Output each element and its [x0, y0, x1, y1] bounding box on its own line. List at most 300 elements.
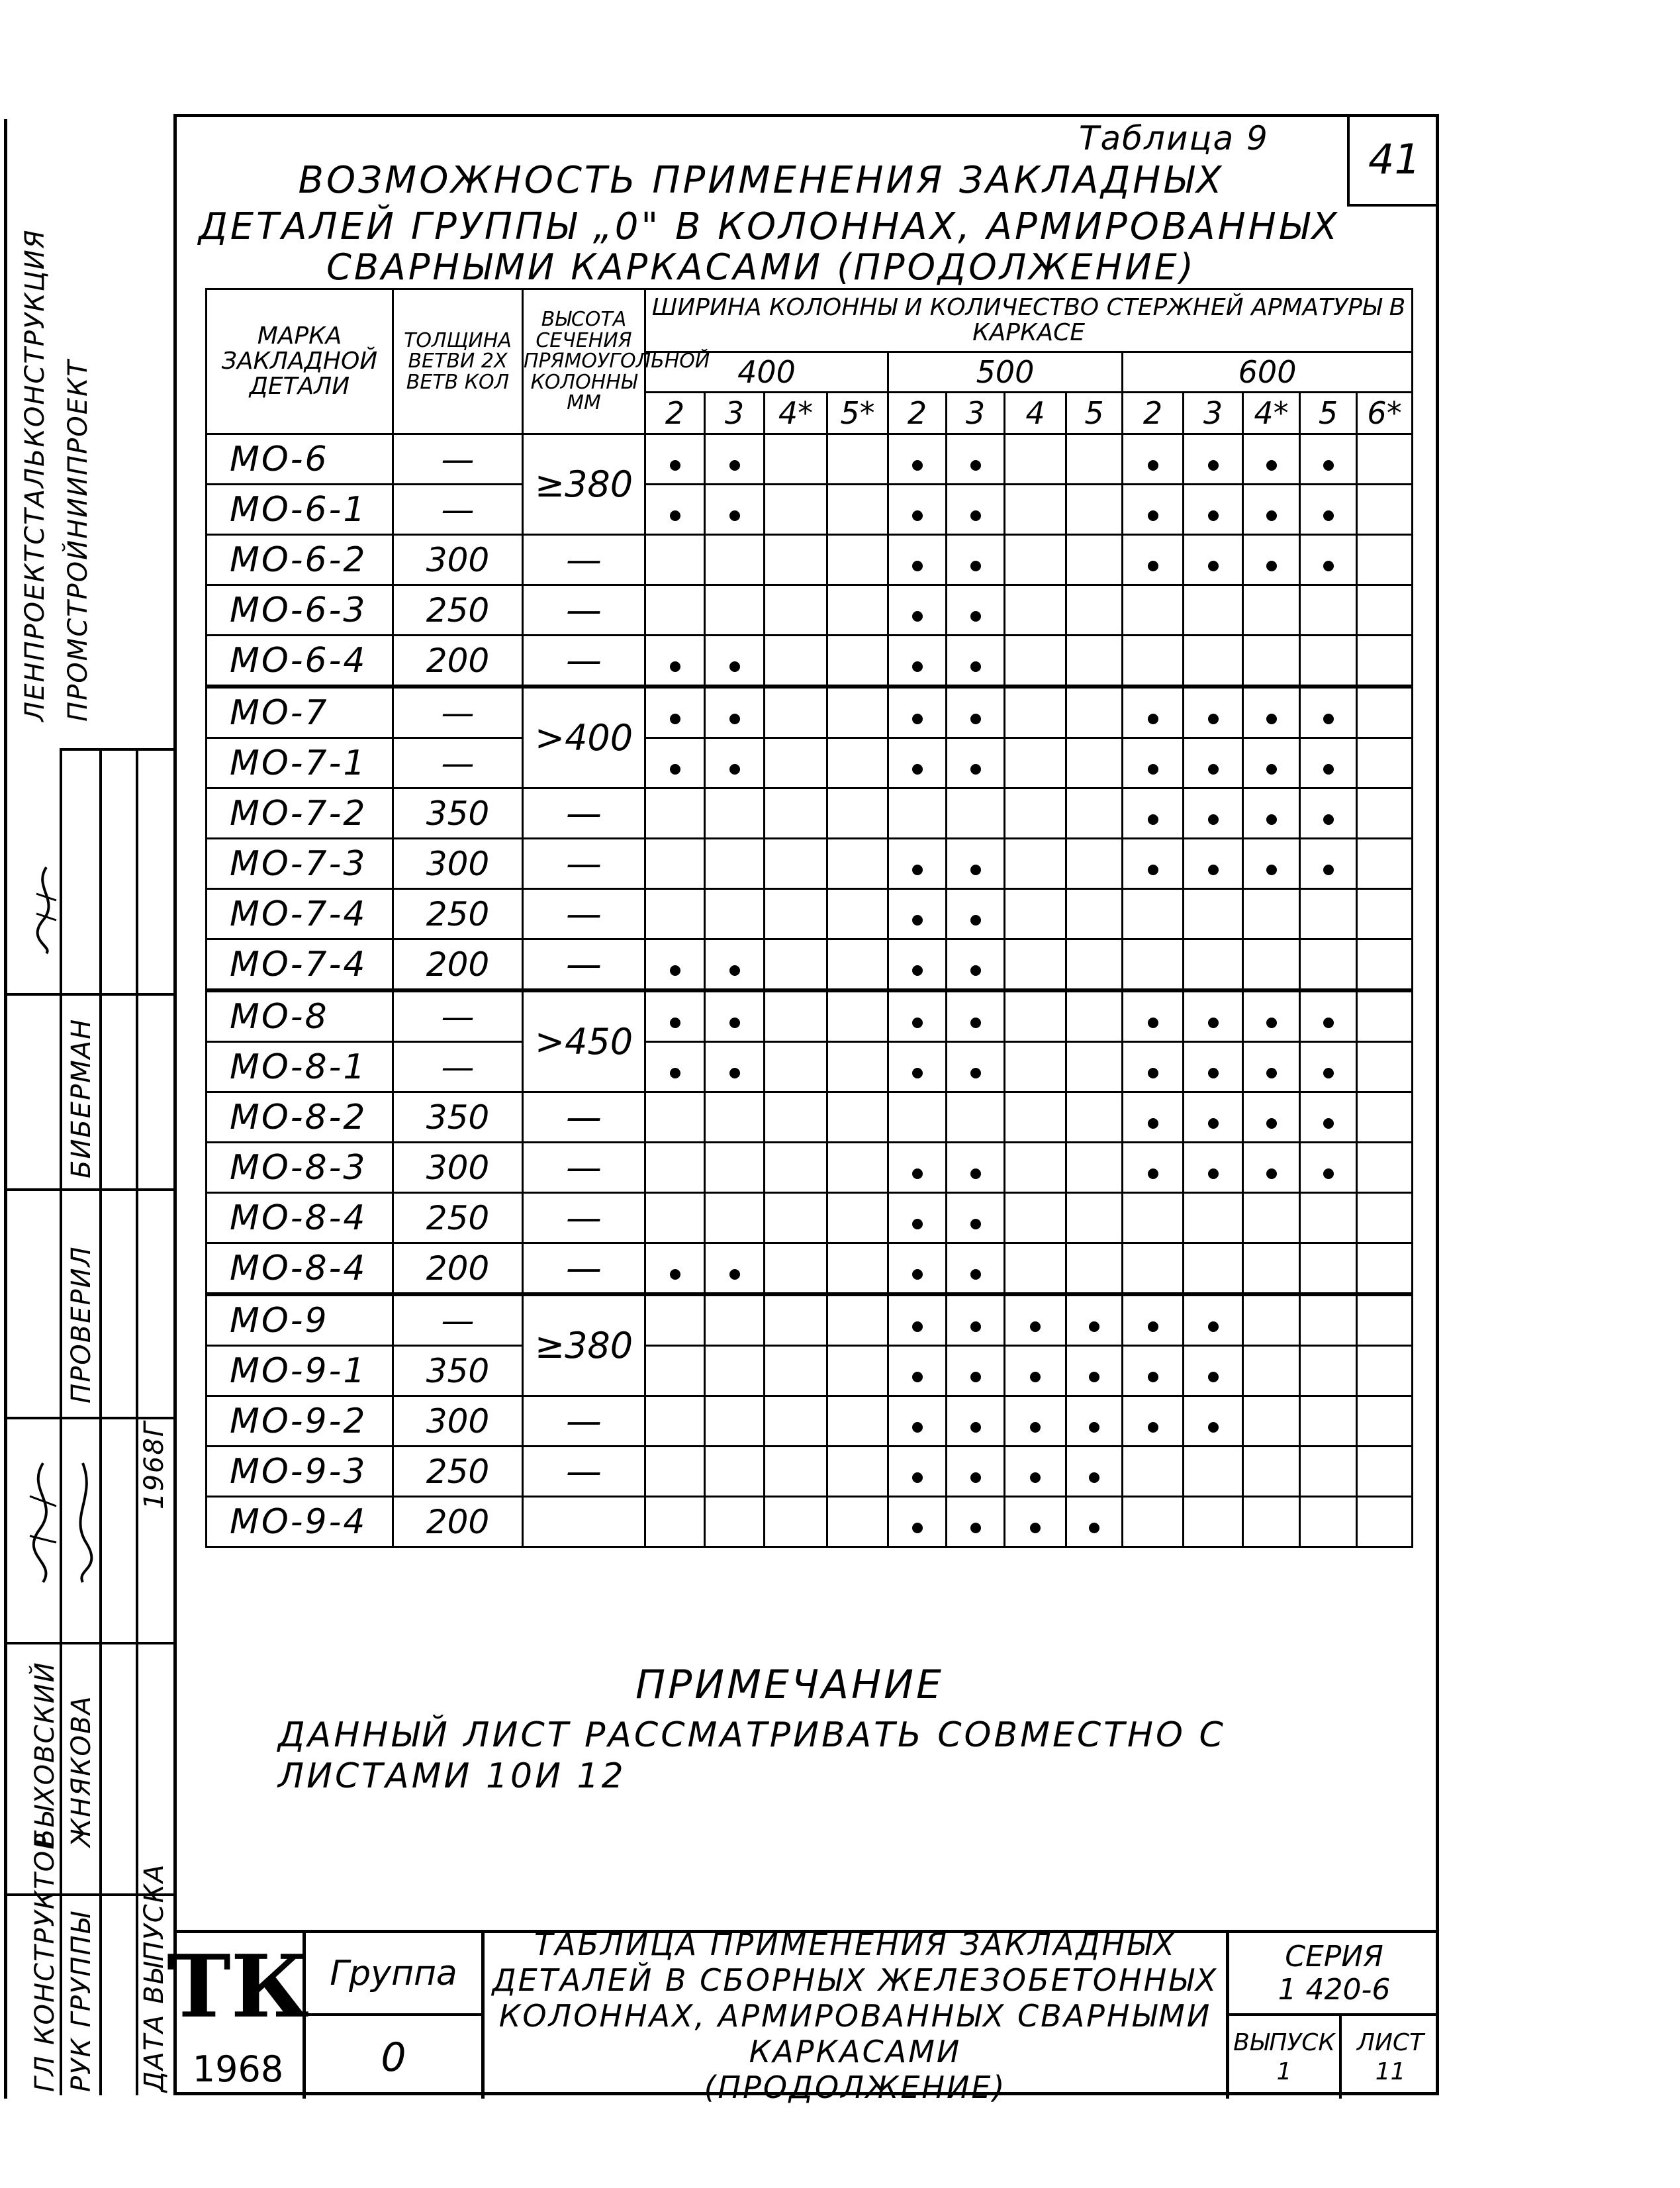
cell-applicability: [1357, 990, 1413, 1042]
cell-applicability: [888, 839, 947, 889]
cell-height: —: [523, 939, 645, 991]
cell-applicability: [705, 788, 765, 839]
cell-applicability: [827, 788, 888, 839]
sheet-cell: [1342, 2016, 1439, 2099]
cell-applicability: [765, 1243, 827, 1295]
cell-applicability: [765, 990, 827, 1042]
cell-applicability: [888, 990, 947, 1042]
table-row: [207, 738, 1413, 788]
cell-applicability: [827, 738, 888, 788]
cell-applicability: [947, 1042, 1005, 1092]
cell-applicability: [1243, 788, 1300, 839]
cell-applicability: [645, 1447, 705, 1497]
cell-applicability: [645, 585, 705, 636]
cell-applicability: [947, 788, 1005, 839]
cell-applicability: [1357, 585, 1413, 636]
cell-height: >450: [523, 990, 645, 1092]
cell-applicability: [645, 939, 705, 991]
applicable-dot: [1323, 814, 1334, 825]
applicable-dot: [1089, 1422, 1099, 1433]
cell-applicability: [765, 1447, 827, 1497]
cell-applicability: [705, 1042, 765, 1092]
applicable-dot: [1030, 1321, 1041, 1332]
cell-applicability: [1357, 1294, 1413, 1346]
cell-applicability: [1300, 535, 1357, 585]
cell-applicability: [1066, 839, 1123, 889]
cell-applicability: [1066, 990, 1123, 1042]
applicable-dot: [670, 714, 680, 724]
applicable-dot: [1323, 865, 1334, 875]
cell-applicability: [827, 687, 888, 738]
cell-applicability: [1243, 585, 1300, 636]
cell-applicability: [888, 1193, 947, 1243]
applicable-dot: [1148, 510, 1158, 521]
cell-applicability: [1066, 738, 1123, 788]
cell-applicability: [1123, 636, 1184, 687]
cell-applicability: [765, 1143, 827, 1193]
cell-mark: МО-9-4: [207, 1497, 393, 1547]
org-name-2: ПРОМСТРОЙНИИПРОЕКТ: [63, 359, 93, 722]
cell-applicability: [827, 1243, 888, 1295]
applicable-dot: [1323, 714, 1334, 724]
cell-applicability: [1300, 1294, 1357, 1346]
applicable-dot: [1323, 1068, 1334, 1078]
applicable-dot: [1323, 1168, 1334, 1179]
applicable-dot: [1208, 1018, 1219, 1028]
applicable-dot: [670, 1269, 680, 1280]
cell-applicability: [1005, 839, 1066, 889]
applicable-dot: [670, 1068, 680, 1078]
applicable-dot: [970, 1269, 981, 1280]
cell-applicability: [1005, 788, 1066, 839]
cell-applicability: [645, 839, 705, 889]
cell-thickness: 250: [393, 585, 523, 636]
cell-thickness: 200: [393, 1497, 523, 1547]
cell-thickness: —: [393, 738, 523, 788]
cell-applicability: [645, 1497, 705, 1547]
header-count: 6*: [1357, 393, 1413, 434]
applicable-dot: [1148, 1018, 1158, 1028]
cell-applicability: [1066, 1346, 1123, 1396]
header-height: ВЫСОТА СЕЧЕНИЯ ПРЯМОУГОЛЬНОЙ КОЛОННЫ ММ: [523, 289, 645, 434]
applicability-table: [205, 288, 1413, 1548]
cell-applicability: [1066, 585, 1123, 636]
group-label: Группа: [306, 1933, 485, 2016]
cell-applicability: [1005, 1042, 1066, 1092]
cell-mark: МО-7-1: [207, 738, 393, 788]
signature-mark: [63, 1456, 103, 1589]
cell-applicability: [1066, 939, 1123, 991]
applicable-dot: [729, 661, 740, 672]
cell-applicability: [1243, 839, 1300, 889]
cell-applicability: [1243, 636, 1300, 687]
cell-applicability: [1357, 738, 1413, 788]
applicable-dot: [1266, 561, 1277, 571]
table-row: [207, 1497, 1413, 1547]
cell-height: ≥380: [523, 1294, 645, 1396]
cell-applicability: [1243, 1193, 1300, 1243]
applicable-dot: [1148, 865, 1158, 875]
header-count: 4: [1005, 393, 1066, 434]
cell-applicability: [645, 1243, 705, 1295]
note-text: ДАННЫЙ ЛИСТ РАССМАТРИВАТЬ СОВМЕСТНО С ЛИСТАМИ 10И 12: [278, 1715, 1226, 1796]
cell-applicability: [827, 485, 888, 535]
table-body: [207, 434, 1413, 1547]
applicable-dot: [970, 1018, 981, 1028]
stamp-title-line: КОЛОННАХ, АРМИРОВАННЫХ СВАРНЫМИ КАРКАСАМИ: [498, 1998, 1212, 2069]
header-count: 2: [888, 393, 947, 434]
cell-applicability: [1357, 1193, 1413, 1243]
cell-applicability: [1184, 939, 1243, 991]
applicable-dot: [729, 965, 740, 976]
issue-label: ВЫПУСК: [1233, 2028, 1335, 2056]
applicable-dot: [1089, 1372, 1099, 1382]
applicable-dot: [1208, 1422, 1219, 1433]
table-row: [207, 1294, 1413, 1346]
cell-applicability: [1123, 535, 1184, 585]
table-row: [207, 788, 1413, 839]
header-width-600: 600: [1123, 352, 1413, 393]
applicable-dot: [970, 764, 981, 775]
stamp-year: 1968: [173, 2039, 306, 2099]
applicable-dot: [1148, 814, 1158, 825]
cell-applicability: [827, 434, 888, 485]
table-row: [207, 1243, 1413, 1295]
cell-thickness: 200: [393, 939, 523, 991]
cell-applicability: [1300, 485, 1357, 535]
cell-applicability: [947, 1396, 1005, 1447]
cell-applicability: [827, 585, 888, 636]
cell-mark: МО-9-3: [207, 1447, 393, 1497]
cell-mark: МО-7-4: [207, 939, 393, 991]
cell-applicability: [705, 1497, 765, 1547]
applicable-dot: [1266, 1018, 1277, 1028]
applicable-dot: [970, 1422, 981, 1433]
cell-applicability: [1300, 585, 1357, 636]
cell-applicability: [765, 1497, 827, 1547]
applicable-dot: [729, 1269, 740, 1280]
applicable-dot: [970, 965, 981, 976]
cell-applicability: [765, 889, 827, 939]
applicable-dot: [1208, 1321, 1219, 1332]
cell-applicability: [1184, 788, 1243, 839]
cell-mark: МО-7: [207, 687, 393, 738]
header-thickness: ТОЛЩИНА ВЕТВИ 2Х ВЕТВ КОЛ: [393, 289, 523, 434]
applicable-dot: [670, 764, 680, 775]
applicable-dot: [670, 510, 680, 521]
applicable-dot: [729, 764, 740, 775]
cell-applicability: [1300, 1243, 1357, 1295]
cell-mark: МО-6-3: [207, 585, 393, 636]
cell-mark: МО-9-2: [207, 1396, 393, 1447]
cell-applicability: [1066, 889, 1123, 939]
cell-height: —: [523, 889, 645, 939]
applicable-dot: [970, 1523, 981, 1533]
cell-thickness: —: [393, 990, 523, 1042]
stamp-title-line: (ПРОДОЛЖЕНИЕ): [704, 2069, 1007, 2105]
cell-applicability: [1123, 839, 1184, 889]
cell-applicability: [1243, 1243, 1300, 1295]
cell-thickness: —: [393, 1042, 523, 1092]
release-year: 1968Г: [139, 1420, 169, 1509]
table-row: [207, 687, 1413, 738]
cell-applicability: [1243, 889, 1300, 939]
cell-mark: МО-6: [207, 434, 393, 485]
applicable-dot: [912, 1168, 923, 1179]
cell-applicability: [827, 535, 888, 585]
cell-height: ≥380: [523, 434, 645, 535]
cell-applicability: [1005, 1243, 1066, 1295]
series-label: СЕРИЯ: [1285, 1939, 1383, 1974]
series-cell: [1229, 1933, 1439, 2016]
cell-applicability: [1184, 1193, 1243, 1243]
cell-applicability: [1184, 738, 1243, 788]
applicable-dot: [912, 611, 923, 622]
applicable-dot: [1323, 510, 1334, 521]
cell-applicability: [765, 535, 827, 585]
cell-applicability: [1184, 1092, 1243, 1143]
applicable-dot: [1208, 814, 1219, 825]
table-row: [207, 485, 1413, 535]
cell-applicability: [1357, 535, 1413, 585]
strip-divider: [4, 1642, 173, 1644]
name-bykhovsky: БЫХОВСКИЙ: [30, 1661, 60, 1847]
table-label: Таблица 9: [1079, 119, 1269, 158]
cell-applicability: [1243, 1447, 1300, 1497]
role-group-head: РУК ГРУППЫ: [66, 1911, 97, 2092]
cell-applicability: [1357, 839, 1413, 889]
cell-applicability: [1066, 1042, 1123, 1092]
group-value: 0: [306, 2016, 485, 2099]
cell-mark: МО-6-2: [207, 535, 393, 585]
header-count: 5: [1066, 393, 1123, 434]
applicable-dot: [970, 661, 981, 672]
cell-height: —: [523, 1193, 645, 1243]
header-count: 2: [645, 393, 705, 434]
cell-applicability: [1005, 434, 1066, 485]
applicable-dot: [1148, 764, 1158, 775]
cell-applicability: [1005, 1447, 1066, 1497]
header-count: 4*: [1243, 393, 1300, 434]
stamp-title-line: ТАБЛИЦА ПРИМЕНЕНИЯ ЗАКЛАДНЫХ: [534, 1926, 1177, 1962]
header-width-500: 500: [888, 352, 1123, 393]
cell-applicability: [888, 434, 947, 485]
applicable-dot: [1266, 814, 1277, 825]
org-name-1: ЛЕНПРОЕКТСТАЛЬКОНСТРУКЦИЯ: [20, 228, 50, 722]
note-title: ПРИМЕЧАНИЕ: [635, 1662, 944, 1708]
cell-applicability: [1123, 889, 1184, 939]
cell-applicability: [1123, 1447, 1184, 1497]
cell-applicability: [765, 1042, 827, 1092]
applicable-dot: [970, 460, 981, 471]
applicable-dot: [1323, 764, 1334, 775]
tk-logo: ТК: [173, 1933, 306, 2039]
cell-thickness: 350: [393, 1092, 523, 1143]
cell-applicability: [1357, 1092, 1413, 1143]
cell-applicability: [827, 636, 888, 687]
applicable-dot: [1323, 1118, 1334, 1129]
cell-applicability: [1243, 1092, 1300, 1143]
cell-applicability: [705, 1396, 765, 1447]
cell-applicability: [645, 889, 705, 939]
table-row: [207, 434, 1413, 485]
cell-applicability: [1123, 1497, 1184, 1547]
cell-applicability: [705, 687, 765, 738]
cell-applicability: [1123, 1143, 1184, 1193]
sheet-label: ЛИСТ: [1356, 2028, 1424, 2056]
cell-applicability: [705, 535, 765, 585]
applicable-dot: [970, 1472, 981, 1483]
cell-applicability: [705, 1243, 765, 1295]
cell-applicability: [1005, 1092, 1066, 1143]
cell-applicability: [1066, 1143, 1123, 1193]
cell-applicability: [947, 535, 1005, 585]
strip-divider: [4, 1417, 173, 1419]
cell-applicability: [1300, 738, 1357, 788]
name-zhnyakova: ЖНЯКОВА: [66, 1695, 97, 1847]
cell-applicability: [1243, 1294, 1300, 1346]
applicable-dot: [1148, 561, 1158, 571]
cell-applicability: [765, 687, 827, 738]
cell-applicability: [1243, 434, 1300, 485]
applicable-dot: [729, 1018, 740, 1028]
header-count: 2: [1123, 393, 1184, 434]
cell-applicability: [947, 687, 1005, 738]
cell-mark: МО-8-4: [207, 1193, 393, 1243]
applicable-dot: [1208, 764, 1219, 775]
cell-thickness: —: [393, 687, 523, 738]
cell-applicability: [1243, 738, 1300, 788]
cell-applicability: [1005, 990, 1066, 1042]
cell-applicability: [888, 636, 947, 687]
cell-thickness: —: [393, 434, 523, 485]
cell-applicability: [705, 636, 765, 687]
applicable-dot: [1266, 865, 1277, 875]
strip-divider: [4, 993, 173, 996]
cell-applicability: [645, 990, 705, 1042]
cell-applicability: [1357, 434, 1413, 485]
cell-applicability: [888, 485, 947, 535]
cell-applicability: [888, 585, 947, 636]
cell-applicability: [888, 1497, 947, 1547]
applicable-dot: [1148, 460, 1158, 471]
cell-applicability: [827, 1396, 888, 1447]
cell-applicability: [1066, 535, 1123, 585]
cell-applicability: [1184, 1497, 1243, 1547]
cell-applicability: [1066, 485, 1123, 535]
cell-height: [523, 1497, 645, 1547]
release-date-label: ДАТА ВЫПУСКА: [139, 1863, 169, 2092]
cell-applicability: [1357, 1497, 1413, 1547]
cell-applicability: [1184, 1042, 1243, 1092]
cell-thickness: —: [393, 1294, 523, 1346]
cell-applicability: [947, 889, 1005, 939]
cell-applicability: [947, 738, 1005, 788]
applicable-dot: [912, 1068, 923, 1078]
cell-applicability: [1123, 939, 1184, 991]
cell-applicability: [1357, 939, 1413, 991]
table-row: [207, 889, 1413, 939]
table-row: [207, 990, 1413, 1042]
header-count: 3: [705, 393, 765, 434]
cell-applicability: [1300, 1447, 1357, 1497]
applicable-dot: [1266, 1068, 1277, 1078]
applicable-dot: [912, 561, 923, 571]
cell-applicability: [1123, 1294, 1184, 1346]
cell-applicability: [1184, 1346, 1243, 1396]
stamp-title-line: ДЕТАЛЕЙ В СБОРНЫХ ЖЕЛЕЗОБЕТОННЫХ: [492, 1962, 1219, 1998]
cell-applicability: [1005, 585, 1066, 636]
applicable-dot: [970, 1168, 981, 1179]
cell-applicability: [1357, 1396, 1413, 1447]
cell-applicability: [888, 1143, 947, 1193]
applicable-dot: [970, 1219, 981, 1229]
cell-applicability: [645, 1396, 705, 1447]
applicable-dot: [970, 1321, 981, 1332]
cell-applicability: [1300, 990, 1357, 1042]
cell-applicability: [888, 687, 947, 738]
signature-mark: [26, 861, 66, 960]
issue-cell: [1229, 2016, 1342, 2099]
cell-applicability: [1005, 1396, 1066, 1447]
applicable-dot: [1323, 460, 1334, 471]
applicable-dot: [970, 561, 981, 571]
table-row: [207, 839, 1413, 889]
applicable-dot: [912, 714, 923, 724]
cell-applicability: [1184, 1294, 1243, 1346]
header-count: 5: [1300, 393, 1357, 434]
applicable-dot: [912, 915, 923, 926]
cell-applicability: [765, 839, 827, 889]
table-row: [207, 1396, 1413, 1447]
cell-applicability: [1300, 1396, 1357, 1447]
applicable-dot: [1266, 764, 1277, 775]
applicable-dot: [970, 915, 981, 926]
table-row: [207, 1447, 1413, 1497]
cell-height: —: [523, 839, 645, 889]
applicable-dot: [912, 1269, 923, 1280]
applicable-dot: [1148, 1068, 1158, 1078]
cell-applicability: [1005, 636, 1066, 687]
cell-applicability: [765, 1294, 827, 1346]
applicable-dot: [912, 510, 923, 521]
cell-applicability: [1005, 485, 1066, 535]
applicable-dot: [970, 1068, 981, 1078]
cell-applicability: [1123, 585, 1184, 636]
cell-thickness: 250: [393, 889, 523, 939]
cell-mark: МО-9: [207, 1294, 393, 1346]
applicable-dot: [912, 1422, 923, 1433]
cell-applicability: [1357, 788, 1413, 839]
stamp-title: [485, 1926, 1229, 2105]
cell-applicability: [765, 1346, 827, 1396]
cell-thickness: 300: [393, 839, 523, 889]
applicable-dot: [970, 510, 981, 521]
name-biberman: БИБЕРМАН: [66, 1018, 97, 1178]
cell-applicability: [1123, 1346, 1184, 1396]
cell-applicability: [1005, 1346, 1066, 1396]
cell-applicability: [1243, 939, 1300, 991]
cell-thickness: 200: [393, 1243, 523, 1295]
cell-thickness: 350: [393, 788, 523, 839]
header-count: 5*: [827, 393, 888, 434]
cell-applicability: [1066, 1243, 1123, 1295]
cell-applicability: [1005, 939, 1066, 991]
cell-applicability: [645, 1092, 705, 1143]
header-count: 3: [947, 393, 1005, 434]
cell-applicability: [1005, 535, 1066, 585]
cell-height: —: [523, 1243, 645, 1295]
